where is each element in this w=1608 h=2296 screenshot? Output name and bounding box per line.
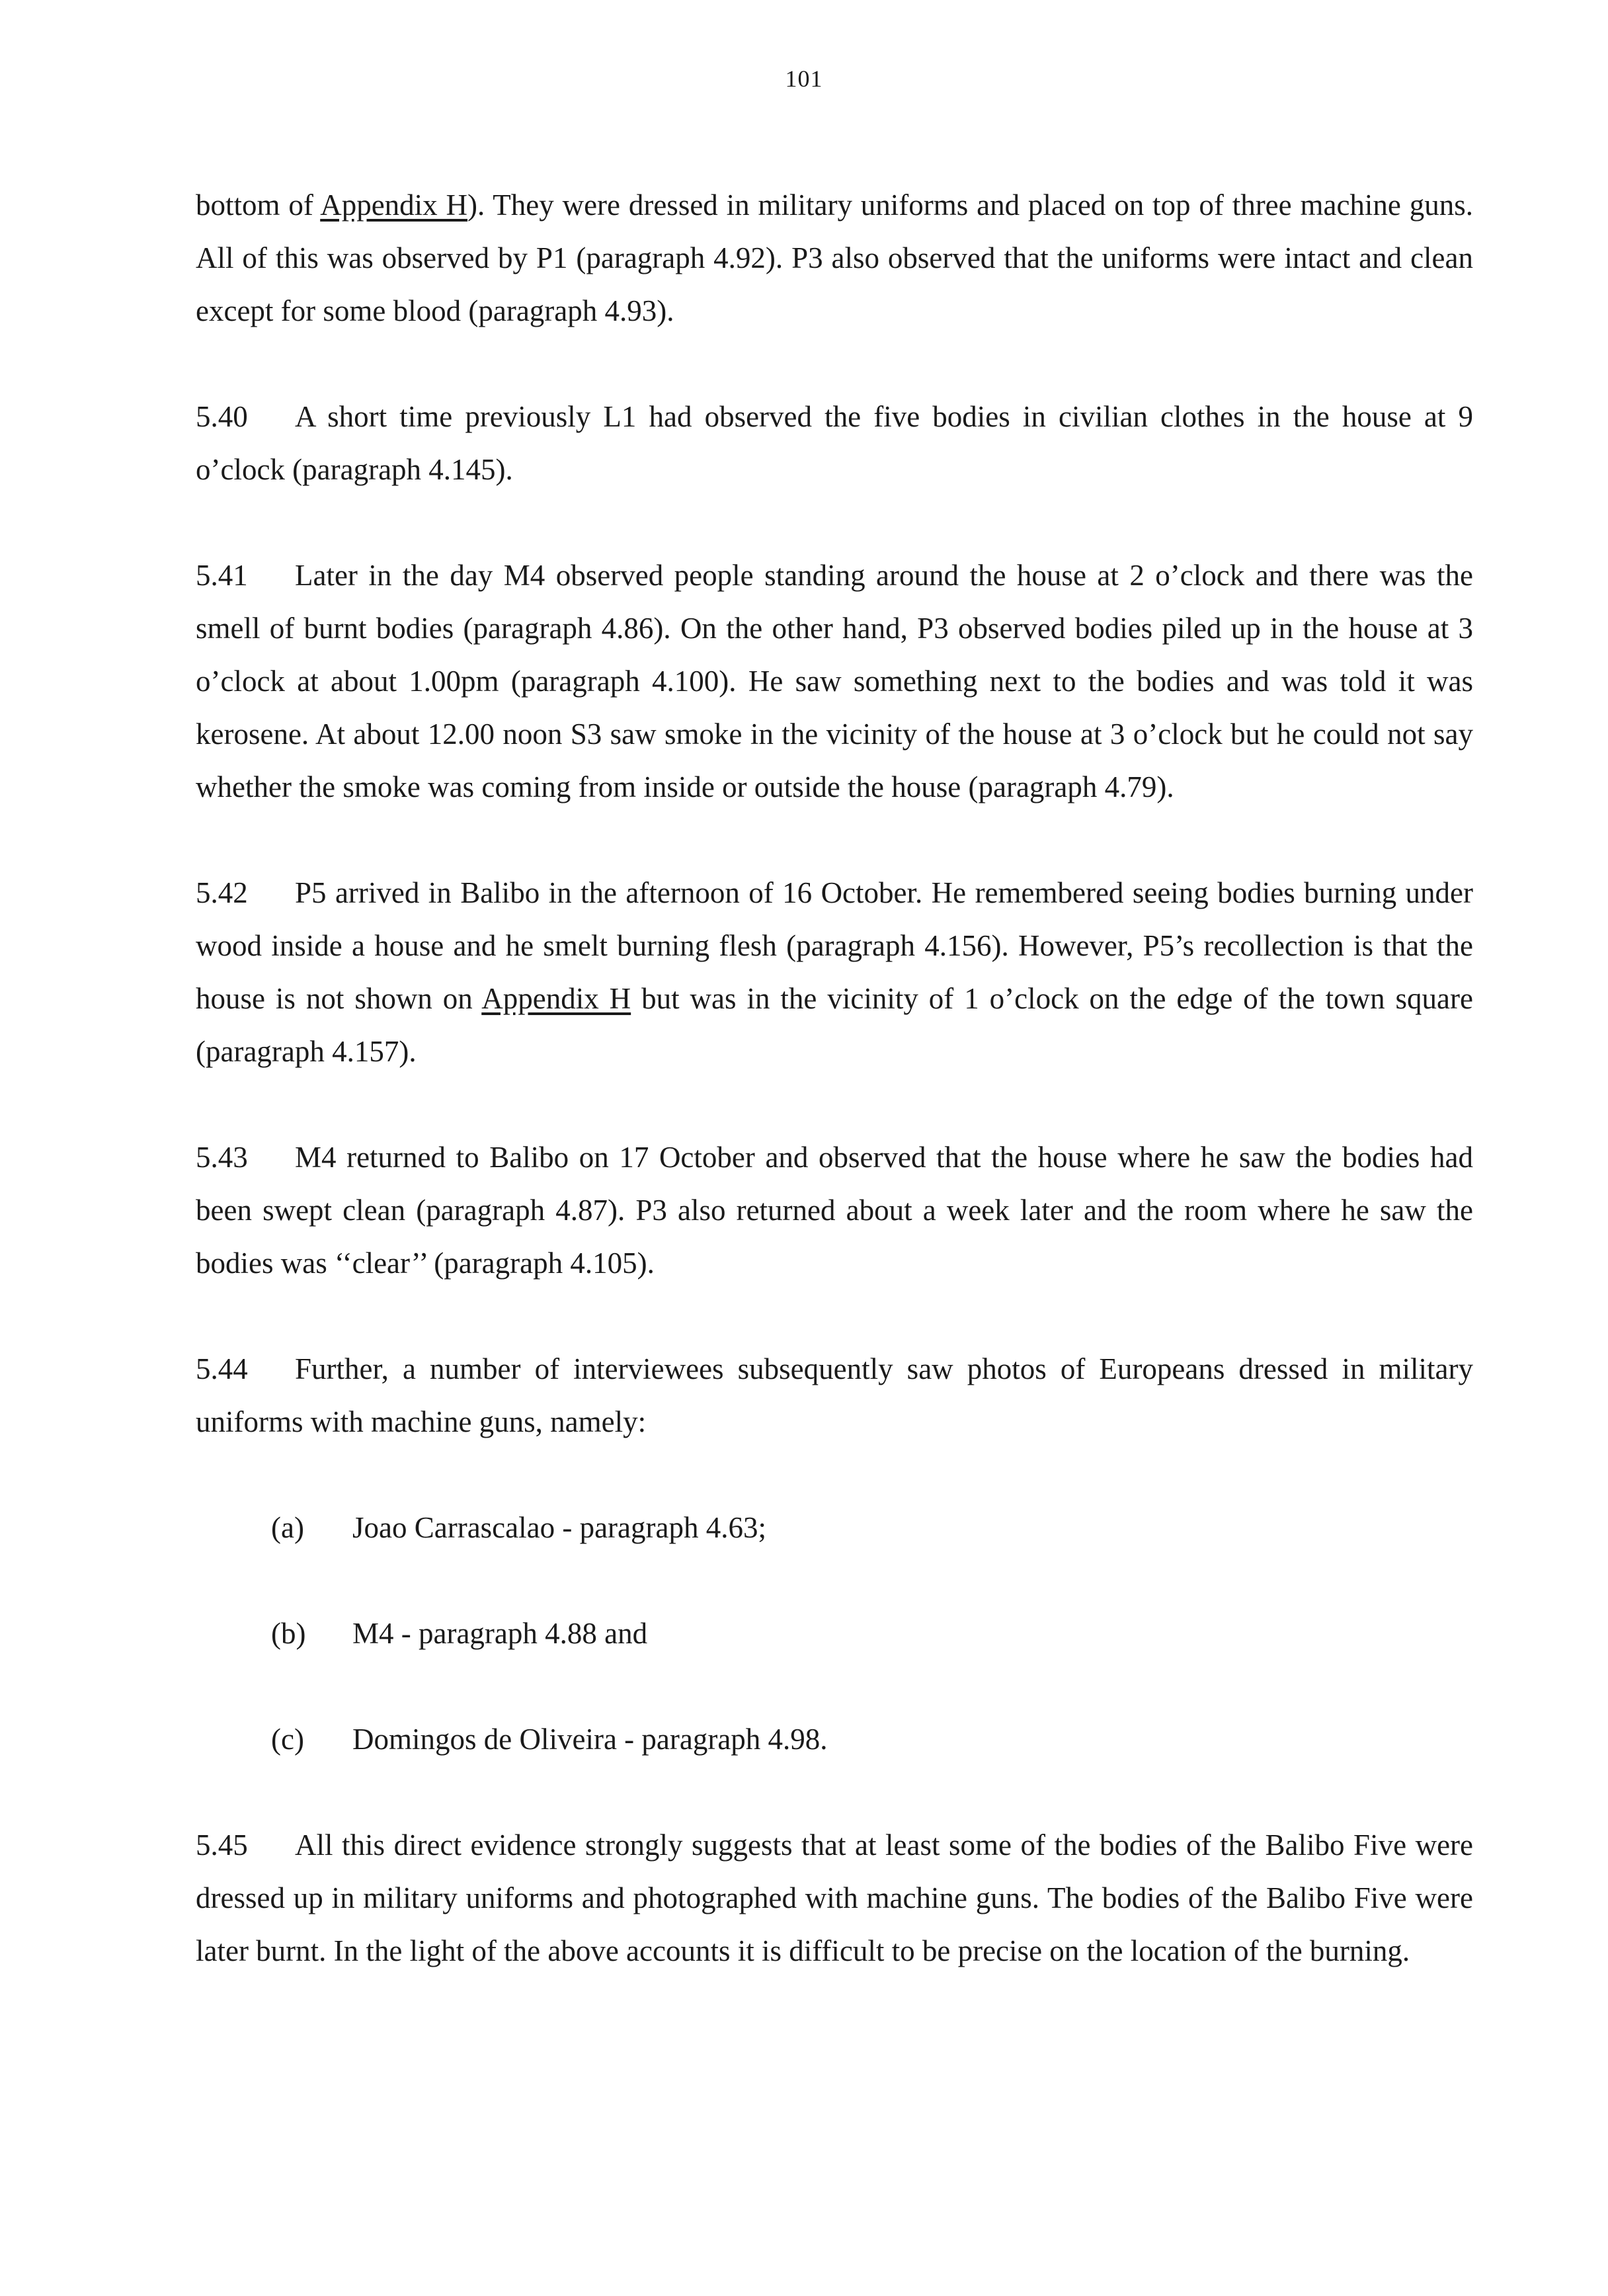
paragraph-5-43 (196, 1131, 1473, 1290)
paragraph-continuation (196, 179, 1473, 337)
appendix-h-reference: Appendix H (320, 188, 468, 222)
paragraph-text: A short time previously L1 had observed the five bodies in civilian clothes in the house at 9 o’clock (paragraph 4.145). (196, 400, 1473, 486)
list-item-text: Domingos de Oliveira - paragraph 4.98. (352, 1723, 828, 1756)
paragraph-text: All this direct evidence strongly suggests that at least some of the bodies of the Balibo Five were dressed up in military uniforms and photographed with machine guns. The bodies of the Balibo Five were later burnt. In the light of the above accounts it is difficult to be precise on the location of the burning. (196, 1828, 1473, 1967)
paragraph-text-part: bottom of (196, 188, 321, 222)
document-body (196, 179, 1473, 2030)
list-item-text: M4 - paragraph 4.88 and (352, 1617, 648, 1650)
list-item-text: Joao Carrascalao - paragraph 4.63; (352, 1511, 766, 1544)
paragraph-5-40 (196, 390, 1473, 496)
paragraph-number: 5.43 (196, 1141, 248, 1174)
paragraph-5-44 (196, 1342, 1473, 1448)
list-item (271, 1713, 1473, 1766)
paragraph-5-41 (196, 549, 1473, 813)
paragraph-5-42 (196, 866, 1473, 1078)
appendix-h-reference: Appendix H (481, 982, 631, 1015)
list-item-label: (a) (271, 1511, 304, 1544)
paragraph-text: M4 returned to Balibo on 17 October and observed that the house where he saw the bodies had been swept clean (paragraph 4.87). P3 also returned about a week later and the room where he saw the bodies was ‘‘clear’’ (paragraph 4.105). (196, 1141, 1473, 1280)
list-item (271, 1607, 1473, 1660)
paragraph-number: 5.42 (196, 876, 248, 909)
paragraph-text-part: but was in the vicinity of 1 o’clock on the edge of the town square (paragraph 4.157). (196, 982, 1473, 1068)
list-item-label: (b) (271, 1617, 306, 1650)
paragraph-text: Further, a number of interviewees subsequently saw photos of Europeans dressed in military uniforms with machine guns, namely: (196, 1352, 1473, 1438)
list-item-label: (c) (271, 1723, 304, 1756)
paragraph-number: 5.45 (196, 1828, 248, 1862)
paragraph-number: 5.44 (196, 1352, 248, 1385)
paragraph-text-part: ). They were dressed in military uniforms and placed on top of three machine guns. All of this was observed by P1 (paragraph 4.92). P3 also observed that the uniforms were intact and clean except for some blood (paragraph 4.93). (196, 188, 1473, 327)
paragraph-text: Later in the day M4 observed people standing around the house at 2 o’clock and there was the smell of burnt bodies (paragraph 4.86). On the other hand, P3 observed bodies piled up in the house at 3 o’clock at about 1.00pm (paragraph 4.100). He saw something next to the bodies and was told it was kerosene. At about 12.00 noon S3 saw smoke in the vicinity of the house at 3 o’clock but he could not say whether the smoke was coming from inside or outside the house (paragraph 4.79). (196, 559, 1473, 803)
paragraph-number: 5.40 (196, 400, 248, 433)
list-item (271, 1501, 1473, 1554)
paragraph-number: 5.41 (196, 559, 248, 592)
paragraph-text-part: P5 arrived in Balibo in the afternoon of 16 October. He remembered seeing bodies burning under wood inside a house and he smelt burning flesh (paragraph 4.156). However, P5’s recollection is that the house is not shown on (196, 876, 1473, 1015)
paragraph-5-45 (196, 1819, 1473, 1977)
page-number: 101 (785, 65, 823, 92)
interviewee-list (196, 1501, 1473, 1766)
